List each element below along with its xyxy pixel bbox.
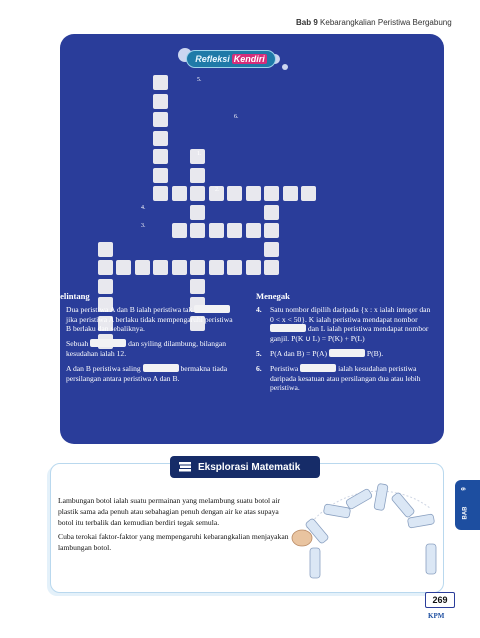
crossword-cell[interactable] bbox=[152, 259, 169, 276]
crossword-cell[interactable] bbox=[282, 185, 299, 202]
crossword-cell[interactable] bbox=[245, 185, 262, 202]
clue-text: A dan B peristiwa saling bbox=[66, 363, 141, 373]
crossword-cell[interactable] bbox=[245, 222, 262, 239]
menegak-heading: Menegak bbox=[256, 291, 290, 301]
crossword-cell[interactable] bbox=[152, 167, 169, 184]
publisher-label: KPM bbox=[428, 612, 445, 620]
crossword-cell[interactable] bbox=[152, 130, 169, 147]
crossword-cell[interactable] bbox=[152, 148, 169, 165]
crossword-cell[interactable] bbox=[97, 241, 114, 258]
melintang-heading: Melintang bbox=[52, 291, 90, 301]
crossword-cell[interactable] bbox=[263, 185, 280, 202]
crossword-cell[interactable] bbox=[226, 222, 243, 239]
clue-text: jika peristiwa A berlaku tidak mempengaruhi peristiwa B berlaku dan sebaliknya. bbox=[66, 314, 233, 334]
crossword-cell[interactable] bbox=[263, 259, 280, 276]
crossword-cell[interactable] bbox=[189, 185, 206, 202]
crossword-cell[interactable] bbox=[152, 93, 169, 110]
answer-blank[interactable] bbox=[329, 349, 365, 357]
crossword-cell[interactable] bbox=[189, 167, 206, 184]
clue-text: Sebuah bbox=[66, 339, 89, 349]
crossword-cell[interactable] bbox=[152, 74, 169, 91]
crossword-cell[interactable] bbox=[189, 204, 206, 221]
clue-text: ialah kesudahan peristiwa daripada kesatuan atau persilangan dua atau lebih peristiwa. bbox=[270, 363, 421, 393]
crossword-cell[interactable] bbox=[263, 204, 280, 221]
explore-text bbox=[58, 495, 290, 556]
clue-number-2: 2. bbox=[215, 187, 220, 193]
answer-blank[interactable] bbox=[300, 364, 336, 372]
side-tab-number: 9 bbox=[461, 487, 468, 491]
answer-blank[interactable] bbox=[270, 324, 306, 332]
chapter-label: Bab 9 bbox=[296, 18, 318, 27]
clue-number-3: 3. bbox=[141, 223, 146, 229]
clue-number-4: 4. bbox=[141, 205, 146, 211]
title-word-1: Refleksi bbox=[195, 54, 230, 64]
crossword-cell[interactable] bbox=[97, 259, 114, 276]
page-header bbox=[296, 18, 452, 27]
answer-blank[interactable] bbox=[194, 305, 230, 313]
clue-down-4 bbox=[256, 305, 436, 344]
clue-text: dan L ialah peristiwa mendapat nombor ganjil. P(K ∪ L) = P(K) + P(L) bbox=[270, 324, 429, 344]
answer-blank[interactable] bbox=[143, 364, 179, 372]
clue-across-3 bbox=[52, 364, 238, 384]
crossword-cell[interactable] bbox=[189, 222, 206, 239]
crossword-cell[interactable] bbox=[300, 185, 317, 202]
crossword-cell[interactable] bbox=[189, 259, 206, 276]
crossword-cell[interactable] bbox=[208, 259, 225, 276]
chapter-title: Kebarangkalian Peristiwa Bergabung bbox=[320, 18, 452, 27]
crossword-cell[interactable] bbox=[226, 185, 243, 202]
crossword-panel bbox=[52, 34, 444, 444]
crossword-cell[interactable] bbox=[226, 259, 243, 276]
crossword-cell[interactable] bbox=[134, 259, 151, 276]
explore-paragraph-2: Cuba terokai faktor-faktor yang mempengaruhi kebarangkalian menjayakan lambungan botol. bbox=[58, 532, 289, 552]
crossword-cell[interactable] bbox=[171, 185, 188, 202]
clue-text: Satu nombor dipilih daripada {x : x ialah integer dan 0 < x < 50}. K ialah peristiwa mendapat nombor bbox=[270, 304, 431, 324]
clue-number: 1. bbox=[52, 304, 58, 314]
answer-blank[interactable] bbox=[90, 339, 126, 347]
clue-text: bermakna tiada persilangan antara peristiwa A dan B. bbox=[66, 363, 228, 383]
menegak-clues bbox=[256, 292, 436, 398]
crossword-cell[interactable] bbox=[208, 222, 225, 239]
clue-across-1 bbox=[52, 305, 238, 334]
clue-number: 6. bbox=[256, 363, 262, 373]
crossword-cell[interactable] bbox=[152, 185, 169, 202]
side-tab-label: BAB bbox=[462, 506, 469, 520]
clue-across-2 bbox=[52, 339, 238, 359]
explore-paragraph-1: Lambungan botol ialah suatu permainan yang melambung suatu botol air plastik sama ada penuh atau sebahagian penuh dengan air ke atas supaya botol itu terbalik dan kemudian berdiri tegak semula. bbox=[58, 496, 281, 527]
title-word-2: Kendiri bbox=[233, 54, 265, 64]
book-stack-icon bbox=[178, 460, 192, 474]
clue-number: 5. bbox=[256, 348, 262, 358]
clue-text: P(B). bbox=[366, 348, 384, 358]
crossword-cell[interactable] bbox=[245, 259, 262, 276]
explore-title: Eksplorasi Matematik bbox=[198, 461, 301, 473]
clue-number: 2. bbox=[52, 339, 58, 349]
clue-number: 3. bbox=[52, 363, 58, 373]
crossword-cell[interactable] bbox=[152, 111, 169, 128]
clue-down-5 bbox=[256, 349, 436, 359]
clue-text: dan syiling dilambung, bilangan kesudahan ialah 12. bbox=[66, 339, 227, 358]
explore-title-tag bbox=[170, 456, 320, 478]
clue-number: 4. bbox=[256, 304, 262, 314]
crossword-cell[interactable] bbox=[115, 259, 132, 276]
page-number: 269 bbox=[425, 592, 455, 608]
crossword-cell[interactable] bbox=[263, 241, 280, 258]
clue-text: P(A dan B) = P(A) bbox=[270, 348, 328, 358]
crossword-grid bbox=[60, 34, 444, 294]
bottle-flip-illustration bbox=[290, 478, 438, 582]
clue-text: Dua peristiwa A dan B ialah peristiwa tak bbox=[66, 304, 193, 314]
melintang-clues bbox=[52, 292, 238, 388]
chapter-side-tab bbox=[455, 480, 480, 530]
clue-text: Peristiwa bbox=[270, 363, 299, 373]
crossword-cell[interactable] bbox=[171, 222, 188, 239]
clue-number-6: 6. bbox=[234, 114, 239, 120]
clue-down-6 bbox=[256, 364, 436, 393]
crossword-cell[interactable] bbox=[263, 222, 280, 239]
clue-number-1: 1. bbox=[197, 151, 202, 157]
clue-number-5: 5. bbox=[197, 77, 202, 83]
crossword-cell[interactable] bbox=[171, 259, 188, 276]
